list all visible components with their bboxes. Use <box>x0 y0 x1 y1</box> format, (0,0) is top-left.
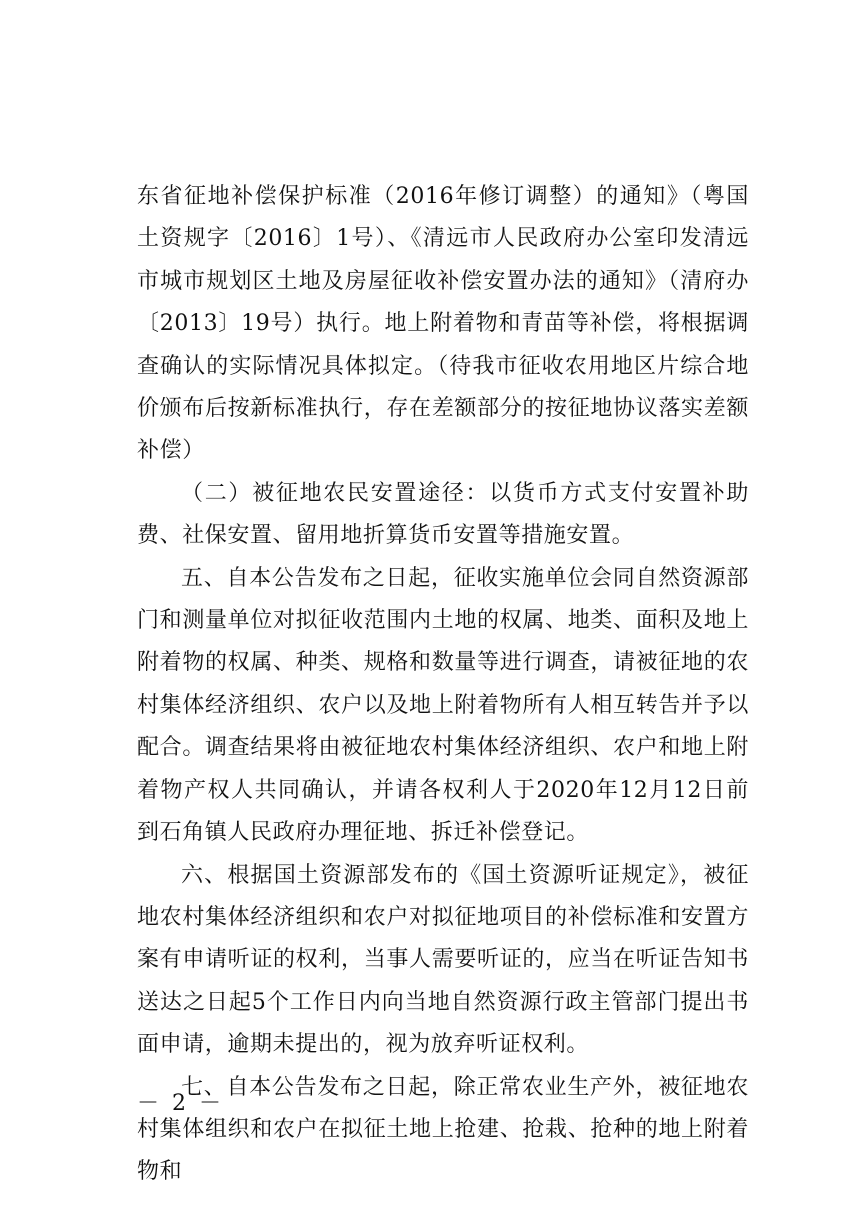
paragraph-item-seven-restriction: 七、自本公告发布之日起，除正常农业生产外，被征地农村集体组织和农户在拟征土地上抢建、抢栽、抢种的地上附着物和 <box>137 1074 749 1185</box>
paragraph-resettlement-approach: （二）被征地农民安置途径：以货币方式支付安置补助费、社保安置、留用地折算货币安置等措施安置。 <box>137 480 749 549</box>
document-body <box>137 176 749 1194</box>
paragraph-compensation-standards: 东省征地补偿保护标准（2016年修订调整）的通知》（粤国土资规字〔2016〕1号）、《清远市人民政府办公室印发清远市城市规划区土地及房屋征收补偿安置办法的通知》（清府办〔2013〕19号）执行。地上附着物和青苗等补偿，将根据调查确认的实际情况具体拟定。（待我市征收农用地区片综合地价颁布后按新标准执行，存在差额部分的按征地协议落实差额补偿） <box>137 184 749 464</box>
page-number: － 2 － <box>137 1091 224 1116</box>
paragraph-item-five-survey: 五、自本公告发布之日起，征收实施单位会同自然资源部门和测量单位对拟征收范围内土地的权属、地类、面积及地上附着物的权属、种类、规格和数量等进行调查，请被征地的农村集体经济组织、农户以及地上附着物所有人相互转告并予以配合。调查结果将由被征地农村集体经济组织、农户和地上附着物产权人共同确认，并请各权利人于2020年12月12日前到石角镇人民政府办理征地、拆迁补偿登记。 <box>137 565 749 846</box>
paragraph-item-six-hearing: 六、根据国土资源部发布的《国土资源听证规定》，被征地农村集体经济组织和农户对拟征地项目的补偿标准和安置方案有申请听证的权利，当事人需要听证的，应当在听证告知书送达之日起5个工作日内向当地自然资源行政主管部门提出书面申请，逾期未提出的，视为放弃听证权利。 <box>137 862 749 1058</box>
